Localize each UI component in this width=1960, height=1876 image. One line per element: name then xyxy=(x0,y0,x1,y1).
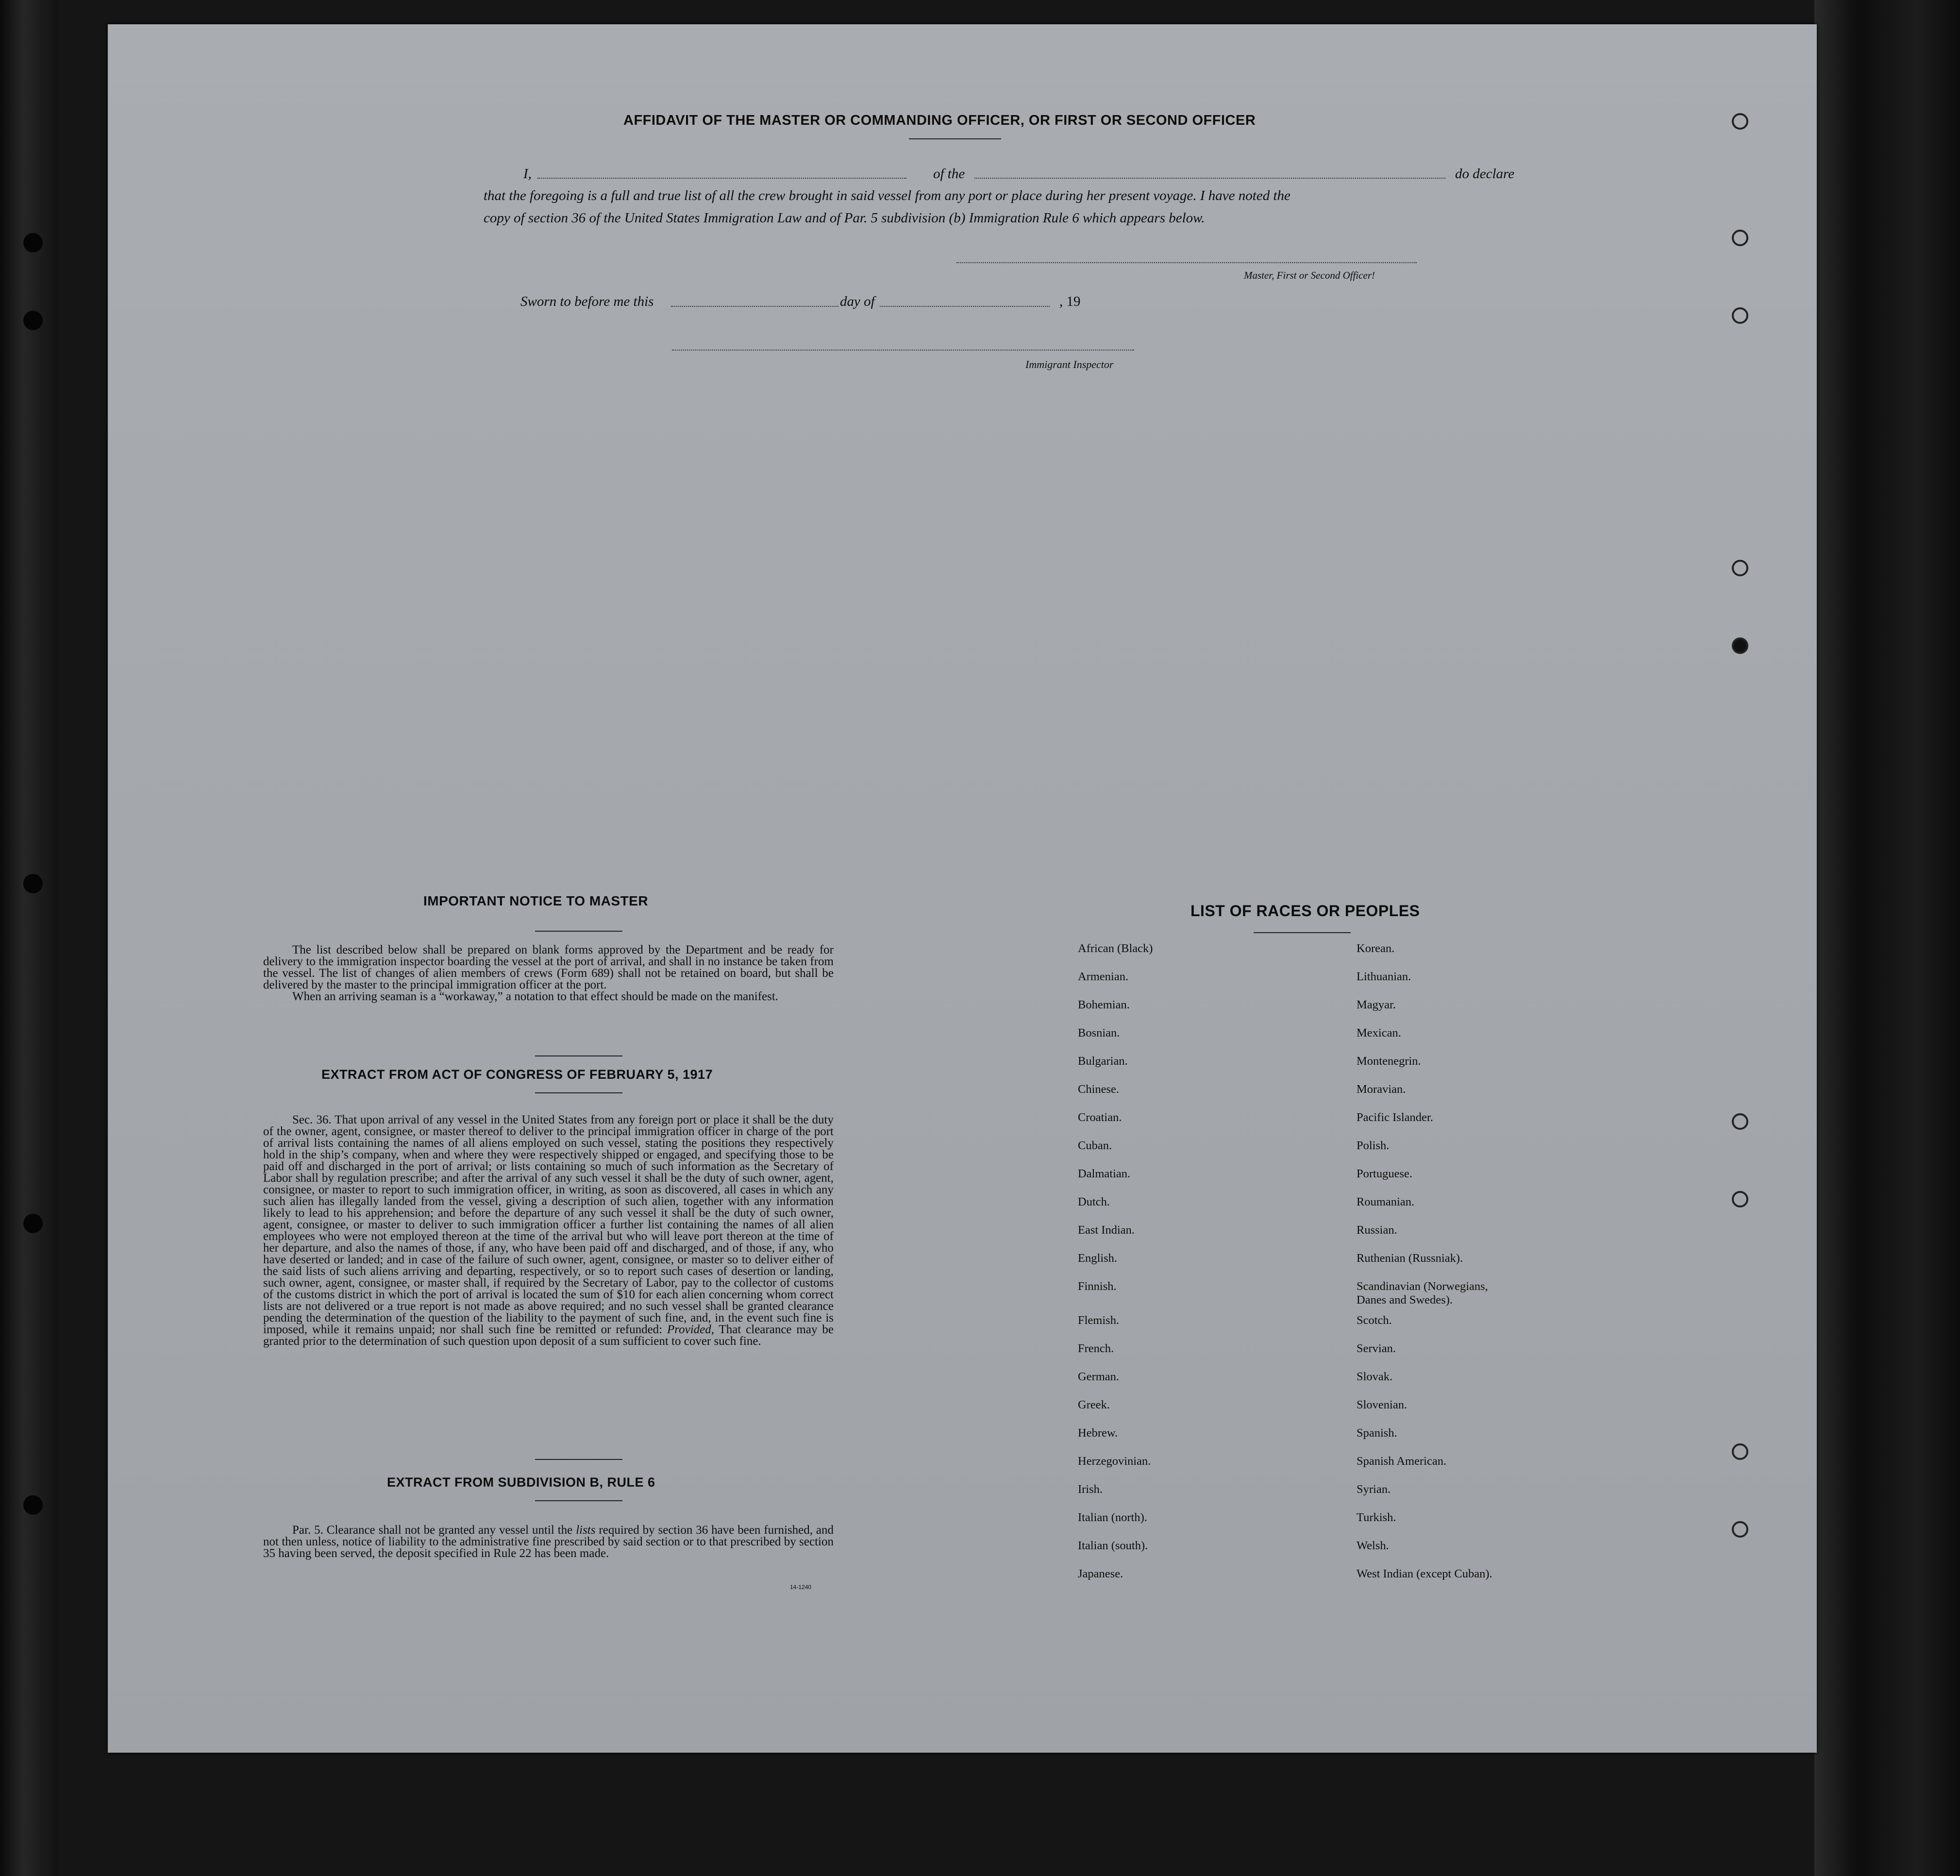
affidavit-title: AFFIDAVIT OF THE MASTER OR COMMANDING OFFICER, OR FIRST OR SECOND OFFICER xyxy=(623,113,1256,128)
race-item: Ruthenian (Russniak). xyxy=(1357,1252,1463,1265)
race-item: Scandinavian (Norwegians, Danes and Swedes). xyxy=(1357,1280,1488,1306)
race-item: Magyar. xyxy=(1357,998,1396,1011)
race-item: Hebrew. xyxy=(1078,1426,1118,1440)
race-item: Portuguese. xyxy=(1357,1167,1412,1180)
notice-paragraph: When an arriving seaman is a “workaway,” a notation to that effect should be made on the manifest. xyxy=(292,990,779,1003)
extract-act-body xyxy=(263,1114,834,1347)
race-item: Syrian. xyxy=(1357,1483,1391,1496)
divider xyxy=(535,1500,622,1501)
race-item: East Indian. xyxy=(1078,1223,1135,1237)
race-item: Mexican. xyxy=(1357,1026,1401,1039)
sworn-month-blank[interactable] xyxy=(880,306,1050,307)
punch-hole xyxy=(23,311,43,330)
notice-paragraph: The list described below shall be prepared on blank forms approved by the Department and be ready for delivery to the immigration inspector boarding the vessel at the port of arrival, and shall in no instance be taken from the vessel. The list of changes of alien members of crews (Form 689) shall not be retained on board, but shall be delivered by the master to the principal immigration officer at the port. xyxy=(263,943,834,991)
race-item: Roumanian. xyxy=(1357,1195,1415,1208)
rule-text-end: required by section 36 have been furnished, and not then unless, notice of liability to the administrative fine prescribed by said section or to that prescribed by section 35 having been served, the deposit specified in Rule 22 has been made. xyxy=(263,1524,834,1560)
race-item: Croatian. xyxy=(1078,1111,1122,1124)
races-title: LIST OF RACES OR PEOPLES xyxy=(1190,902,1420,920)
race-item: Irish. xyxy=(1078,1483,1103,1496)
binder-hole xyxy=(1732,1191,1748,1207)
sworn-mid: day of xyxy=(840,294,875,309)
race-item: Spanish American. xyxy=(1357,1455,1447,1468)
races-right-column xyxy=(1357,942,1648,1617)
race-item: Slovak. xyxy=(1357,1370,1393,1383)
race-item: Moravian. xyxy=(1357,1083,1406,1096)
punch-hole xyxy=(23,1495,43,1515)
affidavit-line1-start: I, xyxy=(523,166,532,182)
inspector-signature-blank[interactable] xyxy=(672,350,1134,351)
document-page xyxy=(108,24,1817,1753)
binder-hole xyxy=(1732,113,1748,130)
notice-title: IMPORTANT NOTICE TO MASTER xyxy=(423,893,649,908)
binder-hole xyxy=(1732,560,1748,576)
race-item: Bulgarian. xyxy=(1078,1055,1128,1068)
divider xyxy=(1254,932,1351,933)
race-item: Italian (north). xyxy=(1078,1511,1147,1524)
rule-text: Par. 5. Clearance shall not be granted any vessel until the xyxy=(292,1524,573,1537)
binder-hole xyxy=(1732,307,1748,324)
races-left-column xyxy=(1078,942,1321,1617)
race-item: Polish. xyxy=(1357,1139,1390,1152)
race-item: Japanese. xyxy=(1078,1567,1123,1580)
divider xyxy=(535,1092,622,1093)
punch-hole xyxy=(23,233,43,252)
race-item: Herzegovinian. xyxy=(1078,1455,1151,1468)
race-item: Flemish. xyxy=(1078,1314,1120,1327)
race-item: Armenian. xyxy=(1078,970,1129,983)
race-item: Bohemian. xyxy=(1078,998,1130,1011)
binder-hole xyxy=(1732,230,1748,246)
race-item: Montenegrin. xyxy=(1357,1055,1421,1068)
race-item: Dalmatian. xyxy=(1078,1167,1131,1180)
extract-rule-title: EXTRACT FROM SUBDIVISION B, RULE 6 xyxy=(387,1475,655,1490)
race-item: Welsh. xyxy=(1357,1539,1389,1552)
punch-hole xyxy=(23,874,43,893)
proviso-word: Provided, xyxy=(667,1323,714,1336)
signature-label: Master, First or Second Officer! xyxy=(1244,269,1375,281)
race-item: Bosnian. xyxy=(1078,1026,1120,1039)
extract-act-title: EXTRACT FROM ACT OF CONGRESS OF FEBRUARY 5, 1917 xyxy=(321,1067,713,1082)
divider xyxy=(535,1459,622,1460)
race-item: Korean. xyxy=(1357,942,1395,955)
name-blank[interactable] xyxy=(537,178,906,179)
race-item: Greek. xyxy=(1078,1398,1110,1411)
notice-body xyxy=(263,944,834,1003)
race-item: French. xyxy=(1078,1342,1114,1355)
race-item: German. xyxy=(1078,1370,1120,1383)
race-item: Pacific Islander. xyxy=(1357,1111,1433,1124)
race-item: Servian. xyxy=(1357,1342,1396,1355)
section-label: Sec. 36. xyxy=(292,1113,332,1126)
race-item: Spanish. xyxy=(1357,1426,1397,1440)
divider xyxy=(909,138,1001,139)
race-item: Cuban. xyxy=(1078,1139,1112,1152)
race-item: Finnish. xyxy=(1078,1280,1117,1293)
punch-hole xyxy=(23,1214,43,1233)
vessel-blank[interactable] xyxy=(974,178,1445,179)
binder-hole xyxy=(1732,1113,1748,1130)
race-item: West Indian (except Cuban). xyxy=(1357,1567,1492,1580)
section-text-end: That clearance may be granted prior to the determination of such question upon deposit of a sum sufficient to cover such fine. xyxy=(263,1323,834,1348)
race-item: Lithuanian. xyxy=(1357,970,1411,983)
sworn-day-blank[interactable] xyxy=(671,306,838,307)
race-item: Chinese. xyxy=(1078,1083,1120,1096)
section-text: That upon arrival of any vessel in the United States from any foreign port or place it shall be the duty of the owner, agent, consignee, or master thereof to deliver to the principal immigration officer in charge of the port of arrival lists containing the names of all aliens employed on such vessel, stating the positions they respectively hold in the ship’s company, when and where they were respectively shipped or engaged, and specifying those to be paid off and discharged in the port of arrival; or lists containing so much of such information as the Secretary of Labor shall by regulation prescribe; and after the arrival of any such vessel it shall be the duty of such owner, agent, consignee, or master to report to such immigration officer, in writing, as soon as discovered, all cases in which any such alien has illegally landed from the vessel, giving a description of such alien, together with any information likely to lead to his apprehension; and before the departure of any such vessel it shall be the duty of such owner, agent, consignee, or master to deliver to such immigration officer a further list containing the names of all alien employees who were not employed thereon at the time of the arrival but who will leave port thereon at the time of her departure, and also the names of those, if any, who have been paid off and discharged, and of those, if any, who have deserted or landed; and in case of the failure of such owner, agent, consignee, or master so to deliver either of the said lists of such aliens arriving and departing, respectively, or so to report such cases of desertion or landing, such owner, agent, consignee, or master shall, if required by the Secretary of Labor, pay to the collector of customs of the customs district in which the port of arrival is located the sum of $10 for each alien concerning whom correct lists are not delivered or a true report is not made as above required; and no such vessel shall be granted clearance pending the determination of the question of the liability to the payment of such fine, and, in the event such fine is imposed, while it remains unpaid; nor shall such fine be remitted or refunded: xyxy=(263,1113,834,1336)
affidavit-line2: that the foregoing is a full and true list of all the crew brought in said vessel from any port or place during her present voyage. I have noted the xyxy=(484,188,1290,203)
form-number: 14-1240 xyxy=(790,1584,812,1591)
binder-hole xyxy=(1732,1521,1748,1538)
binder-hole xyxy=(1732,1443,1748,1460)
scan-border-right xyxy=(1814,0,1960,1876)
race-item: Turkish. xyxy=(1357,1511,1396,1524)
extract-rule-body xyxy=(263,1524,834,1559)
binder-hole xyxy=(1732,637,1748,654)
race-item: Italian (south). xyxy=(1078,1539,1148,1552)
sworn-end: , 19 xyxy=(1059,294,1081,309)
scan-border-left xyxy=(0,0,58,1876)
affidavit-line1-mid: of the xyxy=(933,166,965,182)
lists-word: lists xyxy=(576,1524,596,1537)
signature-blank[interactable] xyxy=(956,262,1417,263)
inspector-label: Immigrant Inspector xyxy=(1025,358,1114,370)
race-item: African (Black) xyxy=(1078,942,1153,955)
sworn-start: Sworn to before me this xyxy=(520,294,654,309)
race-item: Slovenian. xyxy=(1357,1398,1407,1411)
affidavit-line1-end: do declare xyxy=(1455,166,1515,182)
divider xyxy=(535,931,622,932)
divider xyxy=(535,1055,622,1056)
affidavit-line3: copy of section 36 of the United States Immigration Law and of Par. 5 subdivision (b) Immigration Rule 6 which appears below. xyxy=(484,210,1205,226)
race-item: Dutch. xyxy=(1078,1195,1110,1208)
race-item: Russian. xyxy=(1357,1223,1397,1237)
race-item: Scotch. xyxy=(1357,1314,1392,1327)
race-item: English. xyxy=(1078,1252,1117,1265)
